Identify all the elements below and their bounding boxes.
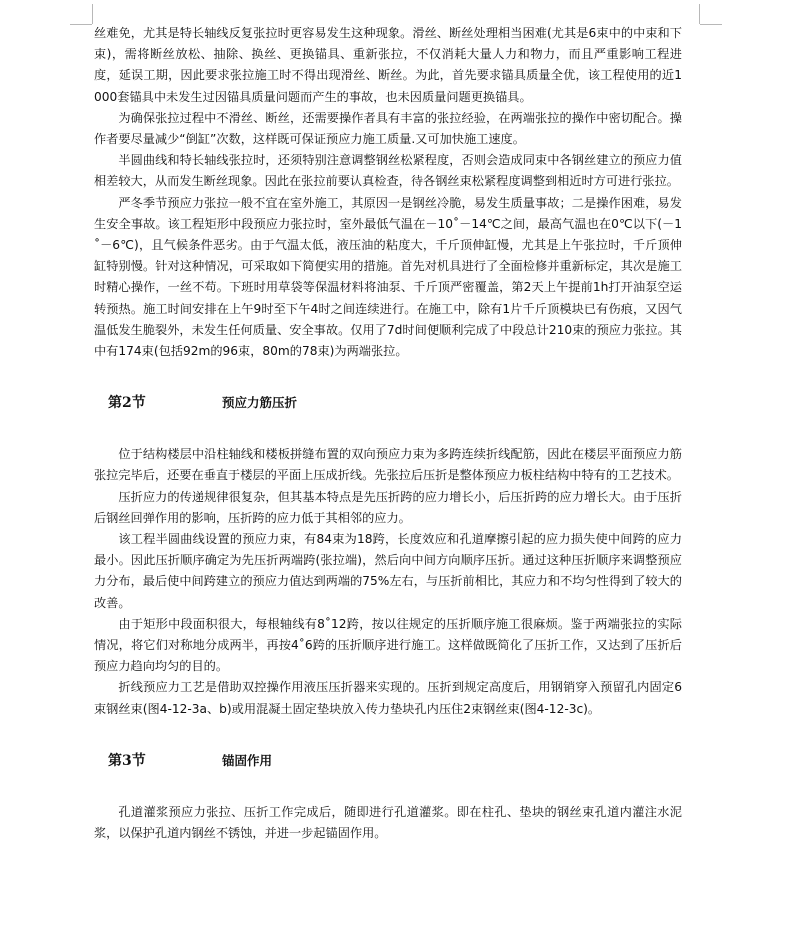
crop-mark-top-right-horizontal [700, 24, 722, 25]
intro-paragraph-2: 为确保张拉过程中不滑丝、断丝，还需要操作者具有丰富的张拉经验，在两端张拉的操作中密切配合。操作者要尽量减少“倒缸”次数，这样既可保证预应力施工质量.又可加快施工速度。 [94, 110, 682, 147]
section-2-number: 第2节 [108, 395, 146, 412]
intro-paragraph-4: 严冬季节预应力张拉一般不宜在室外施工，其原因一是钢丝冷脆，易发生质量事故；二是操作困难，易发生安全事故。该工程矩形中段预应力张拉时，室外最低气温在－10˚－14℃之间，最高气温也在0℃以下(－1˚－6℃)，且气候条件恶劣。由于气温太低，液压油的粘度大，千斤顶伸缸慢，尤其是上午张拉时，千斤顶伸缸特别慢。针对这种情况，可采取如下简便实用的措施。首先对机具进行了全面检修并重新标定，其次是施工时精心操作，一丝不苟。下班时用草袋等保温材料将油泵、千斤顶严密覆盖，第2天上午提前1h打开油泵空运转预热。施工时间安排在上午9时至下午4时之间连续进行。在施工中，除有1片千斤顶模块已有伤痕，又因气温低发生脆裂外，未发生任何质量、安全事故。仅用了7d时间便顺利完成了中段总计210束的预应力张拉。其中有174束(包括92m的96束，80m的78束)为两端张拉。 [94, 195, 682, 359]
section-2-paragraph-5: 折线预应力工艺是借助双控操作用液压压折器来实现的。压折到规定高度后，用钢销穿入预留孔内固定6束钢丝束(图4-12-3a、b)或用混凝土固定垫块放入传力垫块孔内压住2束钢丝束(图4-12-3c)。 [94, 680, 682, 716]
section-3-title: 锚固作用 [222, 752, 273, 768]
intro-paragraph-3: 半圆曲线和特长轴线张拉时，还须特别注意调整钢丝松紧程度，否则会造成同束中各钢丝建立的预应力值相差较大，从而发生断丝现象。因此在张拉前要认真检查，待各钢丝束松紧程度调整到相近时方可进行张拉。 [94, 153, 682, 189]
intro-paragraph-1: 丝难免，尤其是特长轴线反复张拉时更容易发生这种现象。滑丝、断丝处理相当困难(尤其是6束中的中束和下束)，需将断丝放松、抽除、换丝、更换锚具、重新张拉，不仅消耗大量人力和物力，而且严重影响工程进度，延误工期，因此要求张拉施工时不得出现滑丝、断丝。为此，首先要求锚具质量全优，该工程使用的近1000套锚具中未发生过因锚具质量问题而产生的事故，也未因质量问题更换锚具。 [94, 26, 682, 104]
section-2-heading [94, 392, 682, 416]
section-2-title: 预应力筋压折 [222, 395, 298, 411]
crop-mark-top-left-horizontal [70, 24, 92, 25]
document-body [94, 23, 682, 844]
section-3-heading [94, 750, 682, 774]
section-2-paragraph-2: 压折应力的传递规律很复杂，但其基本特点是先压折跨的应力增长小，后压折跨的应力增长大。由于压折后钢丝回弹作用的影响，压折跨的应力低于其相邻的应力。 [94, 489, 682, 525]
section-3-paragraph-1: 孔道灌浆预应力张拉、压折工作完成后，随即进行孔道灌浆。即在柱孔、垫块的钢丝束孔道内灌注水泥浆，以保护孔道内钢丝不锈蚀，并进一步起锚固作用。 [94, 804, 682, 841]
section-2-paragraph-1: 位于结构楼层中沿柱轴线和楼板拼缝布置的双向预应力束为多跨连续折线配筋，因此在楼层平面预应力筋张拉完毕后，还要在垂直于楼层的平面上压成折线。先张拉后压折是整体预应力板柱结构中特有的工艺技术。 [94, 447, 682, 483]
section-3-number: 第3节 [108, 752, 146, 769]
crop-mark-top-right-vertical [699, 4, 700, 24]
section-2-paragraph-4: 由于矩形中段面积很大，每根轴线有8˚12跨，按以往规定的压折顺序施工很麻烦。鉴于两端张拉的实际情况，将它们对称地分成两半，再按4˚6跨的压折顺序进行施工。这样做既简化了压折工作，又达到了压折后预应力趋向均匀的目的。 [94, 616, 682, 674]
section-2-paragraph-3: 该工程半圆曲线设置的预应力束，有84束为18跨，长度效应和孔道摩擦引起的应力损失使中间跨的应力最小。因此压折顺序确定为先压折两端跨(张拉端)，然后向中间方向顺序压折。通过这种压折顺序来调整预应力分布，最后使中间跨建立的预应力值达到两端的75%左右，与压折前相比，其应力和不均匀性得到了较大的改善。 [94, 532, 682, 610]
crop-mark-top-left-vertical [92, 4, 93, 24]
